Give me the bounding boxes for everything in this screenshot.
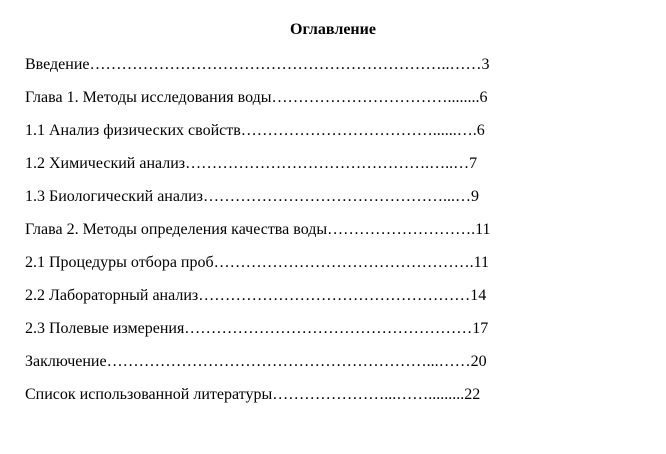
toc-entry-conclusion [0,351,666,384]
toc-entry-section-2-2 [0,285,666,318]
toc-entry-section-1-2 [0,153,666,186]
toc-entry-text: Заключение……………………………………………………...……20 [25,353,487,370]
toc-entry-section-2-3 [0,318,666,351]
toc-entry-introduction [0,54,666,87]
toc-entry-chapter-2 [0,219,666,252]
toc-entry-section-1-1 [0,120,666,153]
toc-title: Оглавление [290,21,376,38]
toc-entry-text: Глава 1. Методы исследования воды……………………………........6 [25,89,488,106]
toc-entry-text: 1.1 Анализ физических свойств………………………………......….6 [25,122,485,139]
toc-entry-text: 2.2 Лабораторный анализ……………………………………………14 [25,287,487,304]
toc-entry-text: 1.2 Химический анализ……………………………………….…..…7 [25,155,478,172]
toc-entry-text: Глава 2. Методы определения качества воды……………………….11 [25,221,491,238]
toc-entry-text: 2.1 Процедуры отбора проб………………………………………….11 [25,254,490,271]
toc-entry-section-1-3 [0,186,666,219]
toc-entry-text: 2.3 Полевые измерения………………………………………………17 [25,320,489,337]
toc-list [0,54,666,417]
toc-entry-text: Список использованной литературы…………………...…….........22 [25,386,481,403]
toc-entry-text: Введение…………………………………………………………..……3 [25,56,490,73]
toc-entry-text: 1.3 Биологический анализ………………………………………...…9 [25,188,479,205]
toc-entry-references [0,384,666,417]
toc-entry-chapter-1 [0,87,666,120]
toc-entry-section-2-1 [0,252,666,285]
